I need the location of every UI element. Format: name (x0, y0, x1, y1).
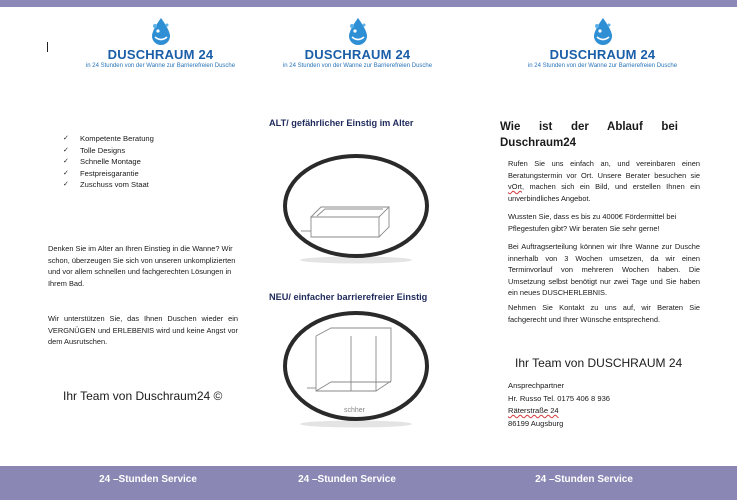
list-item: ✓ Zuschuss vom Staat (63, 180, 149, 189)
contact-heading: Ansprechpartner (508, 381, 565, 390)
logo-title: DUSCHRAUM 24 (549, 47, 656, 62)
list-item: ✓ Tolle Designs (63, 145, 126, 155)
logo-subtitle: in 24 Stunden von der Wanne zur Barrierefreien Dusche (282, 63, 433, 69)
process-paragraph-4: Nehmen Sie Kontakt zu uns auf, wir Beraten Sie fachgerecht und Ihrer Wünsche entsprechend. (508, 303, 700, 324)
contact-street: Räterstraße 24 (508, 406, 559, 415)
logo-right (480, 17, 725, 70)
logo-subtitle: in 24 Stunden von der Wanne zur Barrierefreien Dusche (527, 63, 678, 69)
image-caption-text: schher (344, 407, 366, 414)
top-color-bar (0, 0, 737, 7)
logo-title: DUSCHRAUM 24 (304, 47, 411, 62)
footer-label-left: 24 –Stunden Service (99, 474, 197, 485)
list-item: ✓ Schnelle Montage (63, 157, 141, 166)
logo-middle (235, 17, 480, 70)
process-heading-line2: Duschraum24 (500, 137, 577, 149)
process-heading-line1: Wie ist der Ablauf bei (500, 121, 678, 133)
checkmark-icon: ✓ (63, 169, 69, 177)
text-cursor (47, 42, 48, 52)
checkmark-icon: ✓ (63, 181, 69, 188)
water-drop-icon (150, 17, 172, 47)
contact-name-phone: Hr. Russo Tel. 0175 406 8 936 (508, 393, 611, 403)
contact-block (508, 380, 610, 430)
old-bathtub-image (281, 151, 431, 266)
intro-paragraph: Denken Sie im Alter an Ihren Einstieg in die Wanne? Wir schon, überzeugen Sie sich von unseren unkomplizierten und vor allem schnellen und fachgerechten Lösungen in Ihrem Bad. (48, 244, 236, 288)
process-paragraph-2: Wussten Sie, dass es bis zu 4000€ Fördermittel bei Pflegestufen gibt? Wir beraten Sie sehr gerne! (508, 212, 677, 233)
footer-label-middle: 24 –Stunden Service (298, 474, 396, 485)
water-drop-icon (347, 17, 369, 47)
heading-old-bathtub: ALT/ gefährlicher Einstig im Alter (269, 118, 414, 128)
list-item: ✓ Kompetente Beratung (63, 134, 154, 143)
heading-new-shower: NEU/ einfacher barrierefreier Einstig (269, 292, 428, 302)
new-shower-image (281, 306, 431, 431)
support-paragraph: Wir unterstützen Sie, das Ihnen Duschen wieder ein VERGNÜGEN und ERLEBENIS wird und keine Angst vor dem Ausrutschen. (48, 314, 238, 346)
checkmark-icon: ✓ (63, 135, 69, 142)
checkmark-icon: ✓ (63, 158, 69, 165)
left-signature: Ihr Team von Duschraum24 © (63, 389, 223, 403)
spellcheck-word: vOrt (508, 182, 522, 191)
footer-label-right: 24 –Stunden Service (535, 474, 633, 485)
logo-title: DUSCHRAUM 24 (107, 47, 214, 62)
process-paragraph-1: Rufen Sie uns einfach an, und vereinbaren einen Beratungstermin vor Ort. Unsere Berater besuchen sie vOrt, machen sich ein Bild, und erstellen Ihnen ein unverbindliches Angebot. (508, 159, 700, 203)
right-signature: Ihr Team von DUSCHRAUM 24 (515, 356, 683, 370)
benefits-checklist (63, 133, 154, 191)
checkmark-icon: ✓ (63, 146, 69, 154)
process-paragraph-3: Bei Auftragserteilung können wir Ihre Wanne zur Dusche innerhalb von 3 Wochen umsetzen, da wir einen Terminvorlauf von mehreren Wochen haben. Die Umsetzung selbst benötigt nur zwei Tage und Sie haben ein neues DUSCHERLEBNIS. (508, 242, 700, 297)
contact-city: 86199 Augsburg (508, 418, 564, 428)
list-item: ✓ Festpreisgarantie (63, 168, 139, 178)
logo-subtitle: in 24 Stunden von der Wanne zur Barrierefreien Dusche (85, 63, 236, 69)
water-drop-icon (592, 17, 614, 47)
